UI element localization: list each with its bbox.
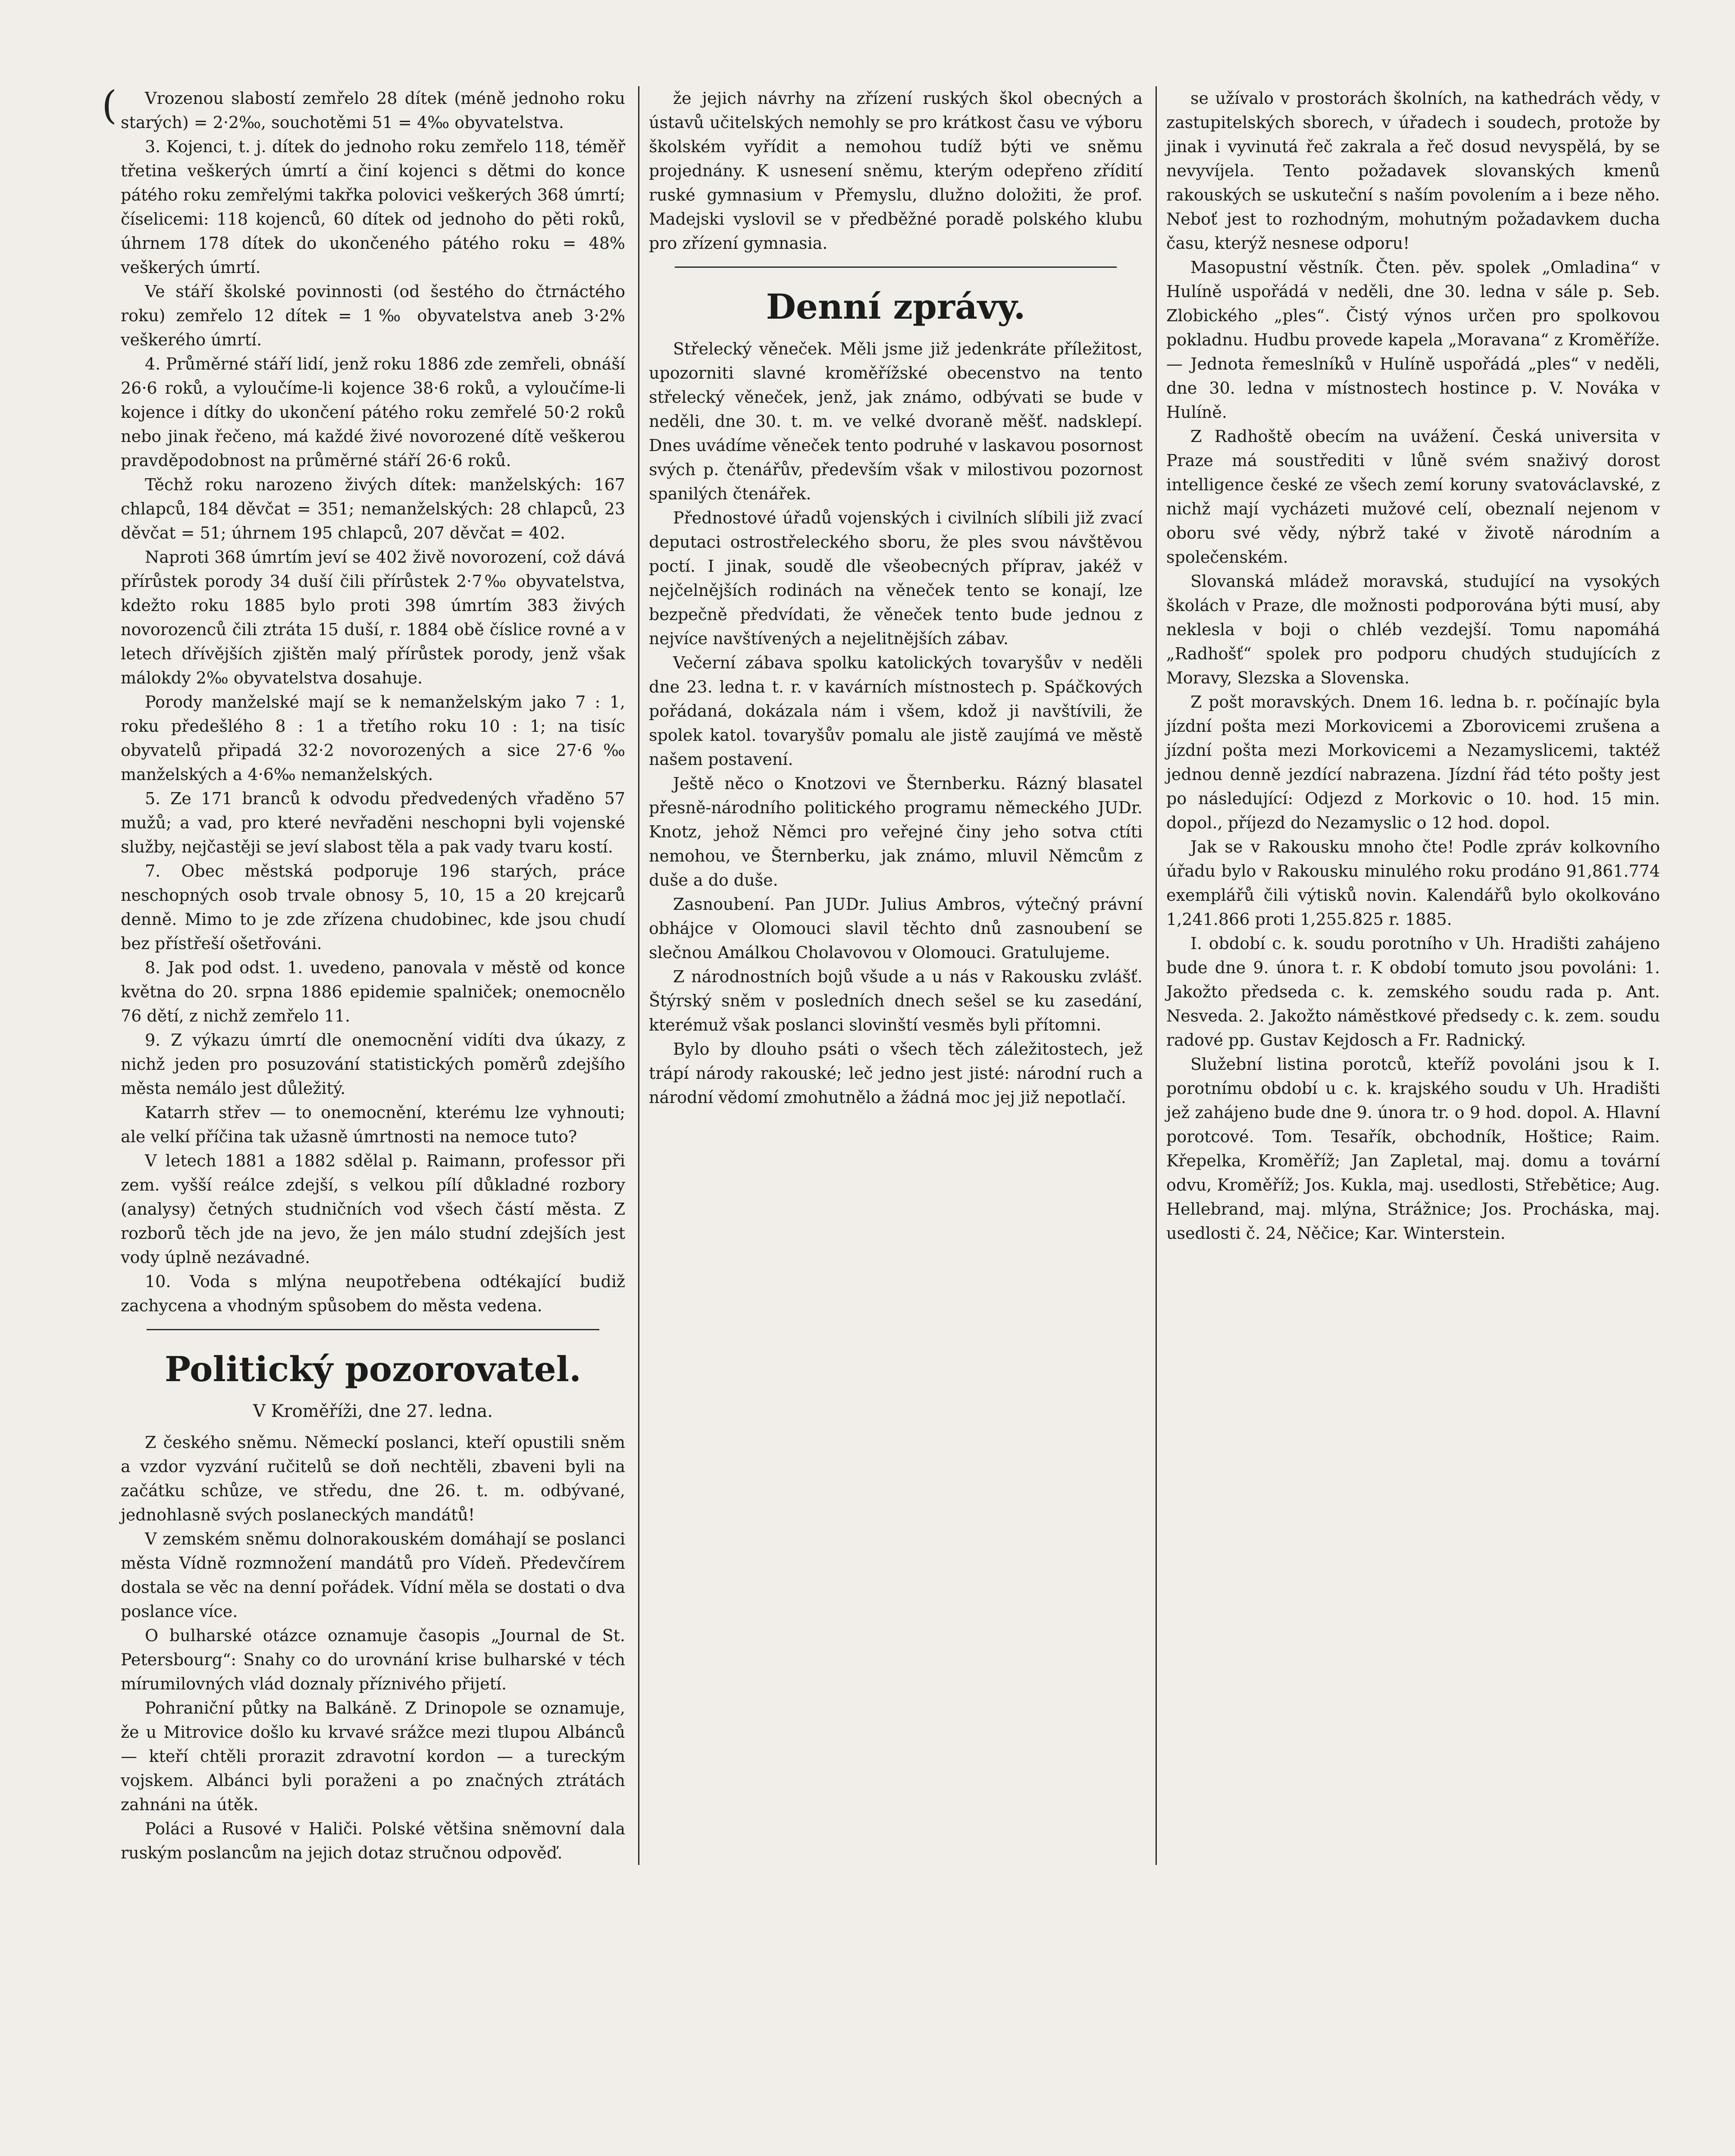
col3-para-1: se užívalo v prostorách školních, na kathedrách vědy, v zastupitelských sborech, v úřadech i soudech, protože by jinak i vyvinutá řeč zakrala a řeč dosud nevyspělá, by se nevyvíjela. Tento požadavek slovanských kmenů rakouských se uskuteční s naším povolením a i beze něho. Neboť jest to rozhodným, mohutným požadavkem ducha času, kterýž nesnese odporu! [1166,89,1660,253]
col2-para-3: Přednostové úřadů vojenských i civilních slíbili již zvací deputaci ostrostřeleckého sboru, že ples svou návštěvou poctí. I jinak, soudě dle všeobecných příprav, jakéž v nejčelnějších rodinách na věneček tento se konají, lze bezpečně předvídati, že věneček tento bude jednou z nejvíce navštívených a nejelitnějších zábav. [649,508,1143,648]
col1-para-5: Těchž roku narozeno živých dítek: manželských: 167 chlapců, 184 děvčat = 351; nemanželských: 28 chlapců, 23 děvčat = 51; úhrnem 195 chlapců, 207 děvčat = 402. [121,475,625,542]
col3-para-5: Z pošt moravských. Dnem 16. ledna b. r. počínajíc byla jízdní pošta mezi Morkovicemi a Zborovicemi zrušena a jízdní pošta mezi Morkovicemi a Nezamyslicemi, taktéž jednou denně jezdící nabrazena. Jízdní řád této pošty jest po následující: Odjezd z Morkovic o 10. hod. 15 min. dopol., příjezd do Nezamyslic o 12 hod. dopol. [1166,693,1660,832]
col1-para-14: 10. Voda s mlýna neupotřebena odtékající budiž zachycena a vhodným spůsobem do města vedena. [121,1272,625,1315]
col3-para-7: I. období c. k. soudu porotního v Uh. Hradišti zahájeno bude dne 9. února t. r. K období tomuto jsou povoláni: 1. Jakožto předseda c. k. zemského soudu rada p. Ant. Nesveda. 2. Jakožto náměstkové předsedy c. k. zem. soudu radové pp. Gustav Kejdosch a Fr. Radnický. [1166,934,1660,1050]
section-heading-denni: Denní zprávy. [766,286,1026,327]
col1-news-4: Pohraniční půtky na Balkáně. Z Drinopole se oznamuje, že u Mitrovice došlo ku krvavé srážce mezi tlupou Albánců — kteří chtěli prorazit zdravotní kordon — a tureckým vojskem. Albánci byli poraženi a po značných ztrátách zahnáni na útěk. [121,1698,625,1814]
column-3 [1156,86,1660,1865]
margin-mark-icon: ( [102,83,117,128]
col2-para-6: Zasnoubení. Pan JUDr. Julius Ambros, výtečný právní obhájce v Olomouci slavil těchto dnů zasnoubení se slečnou Amálkou Cholavovou v Olomouci. Gratulujeme. [649,895,1143,962]
col1-para-11: 9. Z výkazu úmrtí dle onemocnění vidíti dva úkazy, z nichž jeden pro posuzování statistických poměrů zdejšího města nemálo jest důležitý. [121,1031,625,1098]
col2-para-4: Večerní zábava spolku katolických tovaryšův v neděli dne 23. ledna t. r. v kavárních místnostech p. Spáčkových pořádaná, dokázala nám i všem, kdož ji navštívili, že spolek katol. tovaryšův pomalu ale jistě zaujímá ve městě našem postavení. [649,653,1143,769]
col3-para-6: Jak se v Rakousku mnoho čte! Podle zpráv kolkovního úřadu bylo v Rakousku minulého roku prodáno 91,861.774 exemplářů čili výtisků novin. Kalendářů bylo okolkováno 1,241.866 proti 1,255.825 r. 1885. [1166,837,1660,929]
col1-para-8: 5. Ze 171 branců k odvodu předvedených vřaděno 57 mužů; a vad, pro které nevřaděni neschopni byli vojenské služby, nejčastěji se jeví slabost těla a pak vady tvaru kostí. [121,789,625,856]
col2-para-2: Střelecký věneček. Měli jsme již jedenkráte příležitost, upozorniti slavné kroměřížské obecenstvo na tento střelecký věneček, jenž, jak známo, odbývati se bude v neděli, dne 30. t. m. ve velké dvoraně měšť. nadsklepí. Dnes uvádíme věneček tento podruhé v laskavou posornost svých p. čtenářův, především však v milostivou pozornost spanilých čtenářek. [649,339,1143,503]
col1-news-5: Poláci a Rusové v Haliči. Polské většina sněmovní dala ruským poslancům na jejich dotaz stručnou odpověď. [121,1819,625,1862]
col1-news-3: O bulharské otázce oznamuje časopis „Journal de St. Petersbourg“: Snahy co do urovnání krise bulharské v téch mírumilovných vlád doznaly příznivého přijetí. [121,1626,625,1693]
columns [121,86,1670,1865]
section-divider [147,1329,599,1330]
col3-para-3: Z Radhoště obecím na uvážení. Česká universita v Praze má soustřediti v lůně svém snaživý dorost intelligence české ze všech zemí koruny svatováclavské, z nichž mají vycházeti mužové celí, obeznalí nejenom v oboru své vědy, nýbrž také v životě národním a společenském. [1166,427,1660,567]
col1-news-2: V zemském sněmu dolnorakouském domáhají se poslanci města Vídně rozmnožení mandátů pro Vídeň. Předevčírem dostala se věc na denní pořádek. Vídní měla se dostati o dva poslance více. [121,1529,625,1621]
col2-para-8: Bylo by dlouho psáti o všech těch záležitostech, jež trápí národy rakouské; leč jedno jest jisté: národní ruch a národní vědomí zmohutnělo a žádná moc jej již nepotlačí. [649,1040,1143,1107]
col1-para-12: Katarrh střev — to onemocnění, kterému lze vyhnouti; ale velkí příčina tak užasně úmrtnosti na nemoce tuto? [121,1103,625,1146]
col1-para-6: Naproti 368 úmrtím jeví se 402 živě novorození, což dává přírůstek porody 34 duší čili přírůstek 2·7‰ obyvatelstva, kdežto roku 1885 bylo proti 398 úmrtím 383 živých novorozenců čili ztráta 15 duší, r. 1884 obě číslice rovné a v letech dřívějších zjištěn malý přírůstek porody, jenž však málokdy 2‰ obyvatelstva dosahuje. [121,548,625,687]
col2-para-1: že jejich návrhy na zřízení ruských škol obecných a ústavů učitelských nemohly se pro krátkost času ve výboru školském vyřídit a nemohou tudíž býti ve sněmu projednány. K usnesení sněmu, kterým odepřeno zřídití ruské gymnasium v Přemyslu, dlužno doložiti, že prof. Madejski vyslovil se v předběžné poradě polského klubu pro zřízení gymnasia. [649,89,1143,253]
col3-para-2: Masopustní věstník. Čten. pěv. spolek „Omladina“ v Hulíně uspořádá v neděli, dne 30. ledna v sále p. Seb. Zlobického „ples“. Čistý výnos určen pro spolkovou pokladnu. Hudbu provede kapela „Moravana“ z Kroměříže. — Jednota řemeslníků v Hulíně uspořádá „ples“ v neděli, dne 30. ledna v místnostech hostince p. V. Nováka v Hulíně. [1166,258,1660,422]
col1-para-1: Vrozenou slabostí zemřelo 28 dítek (méně jednoho roku starých) = 2·2‰, souchotěmi 51 = 4‰ obyvatelstva. [121,89,625,132]
col2-para-7: Z národnostních bojů všude a u nás v Rakousku zvlášť. Štýrský sněm v posledních dnech sešel se ku zasedání, kterémuž však poslanci slovinští vesměs byli přítomni. [649,967,1143,1034]
section-heading-politicky: Politický pozorovatel. [165,1349,581,1389]
dateline: V Kroměříži, dne 27. ledna. [253,1401,493,1421]
col3-para-4: Slovanská mládež moravská, studující na vysokých školách v Praze, dle možnosti podporována býti musí, aby neklesla v boji o chléb vezdejší. Tomu napomáhá „Radhošť“ spolek pro podporu chudých studujících z Moravy, Slezska a Slovenska. [1166,572,1660,687]
col2-para-5: Ještě něco o Knotzovi ve Šternberku. Rázný blasatel přesně-národního politického programu německého JUDr. Knotz, jehož Němci pro veřejné činy jeho sotva ctíti nemohou, ve Šternberku, jak známo, mluvil Němcům z duše a do duše. [649,774,1143,890]
col1-para-7: Porody manželské mají se k nemanželským jako 7 : 1, roku předešlého 8 : 1 a třetího roku 10 : 1; na tisíc obyvatelů připadá 32·2 novorozených a sice 27·6‰ manželských a 4·6‰ nemanželských. [121,693,625,784]
column-2 [638,86,1143,1865]
col1-para-2: 3. Kojenci, t. j. dítek do jednoho roku zemřelo 118, téměř třetina veškerých úmrtí a činí kojenci s dětmi do konce pátého roku zemřelými takřka polovici veškerých 368 úmrtí; číselicemi: 118 kojenců, 60 dítek od jednoho do pěti roků, úhrnem 178 dítek do ukončeného pátého roku = 48% veškerých úmrtí. [121,137,625,277]
col3-para-8: Služební listina porotců, kteříž povoláni jsou k I. porotnímu období u c. k. krajského soudu v Uh. Hradišti jež zahájeno bude dne 9. února tr. o 9 hod. dopol. A. Hlavní porotcové. Tom. Tesařík, obchodník, Hoštice; Raim. Křepelka, Kroměříž; Jan Zapletal, maj. domu a tovární odvu, Kroměříž; Jos. Kukla, maj. usedlosti, Střebětice; Aug. Hellebrand, maj. mlýna, Strážnice; Jos. Procháska, maj. usedlosti č. 24, Něčice; Kar. Winterstein. [1166,1055,1660,1243]
section-divider [675,266,1117,268]
column-1 [121,86,625,1865]
col1-para-9: 7. Obec městská podporuje 196 starých, práce neschopných osob trvale obnosy 5, 10, 15 a 20 krejcarů denně. Mimo to je zde zřízena chudobinec, kde jsou chudí bez přístřeší ošetřováni. [121,862,625,953]
col1-para-10: 8. Jak pod odst. 1. uvedeno, panovala v městě od konce května do 20. srpna 1886 epidemie spalniček; onemocnělo 76 dětí, z nichž zemřelo 11. [121,958,625,1025]
col1-para-13: V letech 1881 a 1882 sdělal p. Raimann, professor při zem. vyšší reálce zdejší, s velkou pílí důkladné rozbory (analysy) četných studničních vod všech částí města. Z rozborů těch jde na jevo, že jen málo studní zdejších jest vody úplně nezávadné. [121,1151,625,1267]
col1-news-1: Z českého sněmu. Německí poslanci, kteří opustili sněm a vzdor vyzvání ručitelů se doň nechtěli, zbaveni byli na začátku schůze, ve středu, dne 26. t. m. odbývané, jednohlasně svých poslaneckých mandátů! [121,1433,625,1524]
col1-para-4: 4. Průměrné stáří lidí, jenž roku 1886 zde zemřeli, obnáší 26·6 roků, a vyloučíme-li kojence 38·6 roků, a vyloučíme-li kojence i dítky do ukončení pátého roku zemřelé 50·2 roků nebo jinak řečeno, má každé živé novorozené dítě veškerou pravděpodobnost na průměrné stáří 26·6 roků. [121,354,625,470]
col1-para-3: Ve stáří školské povinnosti (od šestého do čtrnáctého roku) zemřelo 12 dítek = 1‰ obyvatelstva aneb 3·2% veškerého úmrtí. [121,282,625,349]
